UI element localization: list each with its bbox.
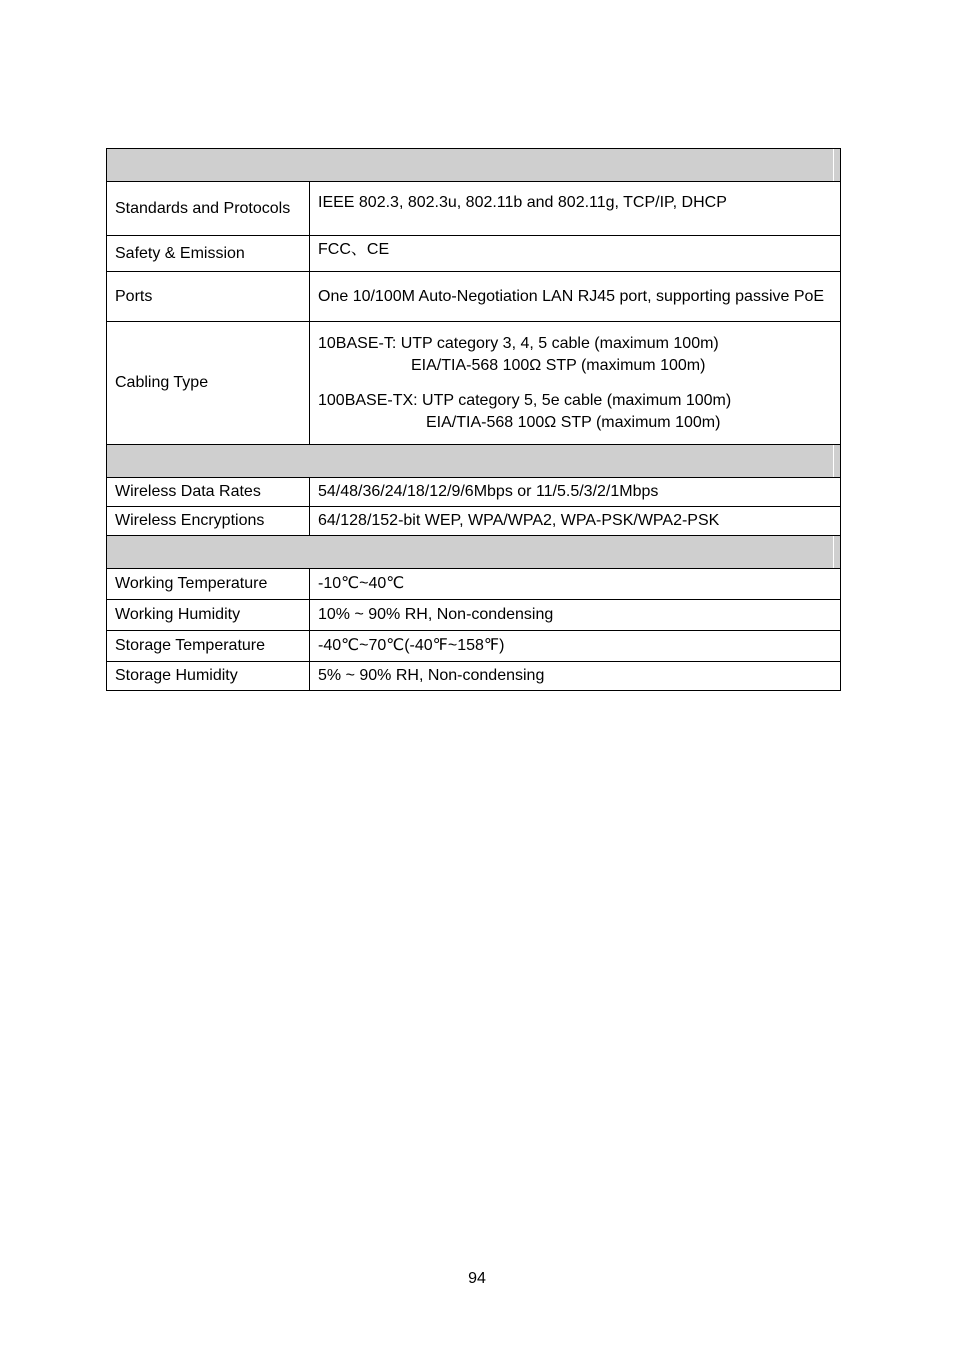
- spec-value: 10% ~ 90% RH, Non-condensing: [310, 600, 841, 631]
- cabling-line: 10BASE-T: UTP category 3, 4, 5 cable (maximum 100m): [318, 334, 719, 352]
- spec-value-cabling: [310, 322, 841, 445]
- spec-label: Storage Temperature: [107, 631, 310, 662]
- table-row: [107, 236, 841, 272]
- table-row: [107, 507, 841, 536]
- spec-label: Ports: [107, 272, 310, 322]
- section-header-cell: [107, 149, 841, 182]
- table-row: [107, 600, 841, 631]
- section-header-cell: [107, 445, 841, 478]
- section-header-wireless: [107, 445, 841, 478]
- cabling-line: 100BASE-TX: UTP category 5, 5e cable (maximum 100m): [318, 391, 732, 409]
- table-row: [107, 322, 841, 445]
- spec-value: 54/48/36/24/18/12/9/6Mbps or 11/5.5/3/2/1Mbps: [310, 478, 841, 507]
- table-row: [107, 182, 841, 236]
- spec-value: 5% ~ 90% RH, Non-condensing: [310, 662, 841, 691]
- spec-label: Standards and Protocols: [107, 182, 310, 236]
- spec-value: 64/128/152-bit WEP, WPA/WPA2, WPA-PSK/WPA2-PSK: [310, 507, 841, 536]
- table-row: [107, 478, 841, 507]
- table-row: [107, 631, 841, 662]
- spec-label: Cabling Type: [107, 322, 310, 445]
- spec-value: One 10/100M Auto-Negotiation LAN RJ45 port, supporting passive PoE: [310, 272, 841, 322]
- spec-label: Working Humidity: [107, 600, 310, 631]
- spec-label: Wireless Data Rates: [107, 478, 310, 507]
- spec-value: FCC、CE: [310, 236, 841, 272]
- spec-label: Working Temperature: [107, 569, 310, 600]
- spec-value: IEEE 802.3, 802.3u, 802.11b and 802.11g, TCP/IP, DHCP: [310, 182, 841, 236]
- table-row: [107, 569, 841, 600]
- cabling-line: EIA/TIA-568 100Ω STP (maximum 100m): [411, 356, 706, 374]
- spec-label: Safety & Emission: [107, 236, 310, 272]
- spec-value: -40℃~70℃(-40℉~158℉): [310, 631, 841, 662]
- table-row: [107, 272, 841, 322]
- section-header-environment: [107, 536, 841, 569]
- section-header-hardware: [107, 149, 841, 182]
- cabling-line: EIA/TIA-568 100Ω STP (maximum 100m): [426, 413, 721, 431]
- section-header-cell: [107, 536, 841, 569]
- page-number: 94: [468, 1270, 486, 1287]
- spec-label: Storage Humidity: [107, 662, 310, 691]
- spec-label: Wireless Encryptions: [107, 507, 310, 536]
- table-row: [107, 662, 841, 691]
- spec-value: -10℃~40℃: [310, 569, 841, 600]
- specifications-table: [106, 148, 841, 691]
